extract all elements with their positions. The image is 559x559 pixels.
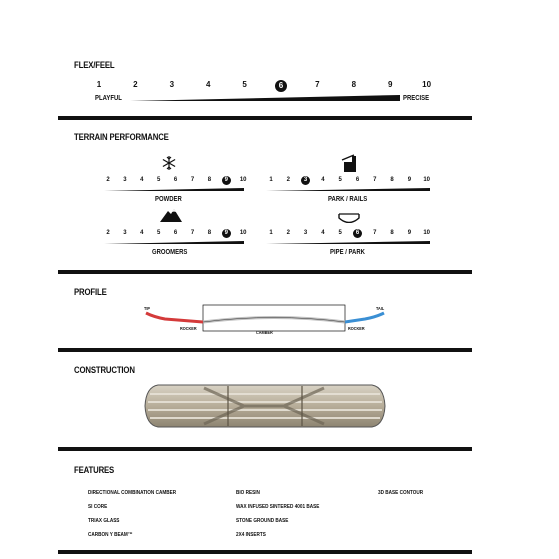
profile-title: PROFILE bbox=[74, 287, 107, 298]
scale-value: 7 bbox=[315, 80, 320, 89]
flex-wedge bbox=[130, 92, 402, 102]
scale-value: 7 bbox=[190, 230, 195, 236]
scale-selected-value: 6 bbox=[353, 229, 362, 238]
pipe-park-wedge bbox=[266, 239, 432, 245]
scale-value: 5 bbox=[242, 80, 247, 89]
pipe-park-label: PIPE / PARK bbox=[330, 249, 365, 256]
groomers-label: GROOMERS bbox=[152, 249, 188, 256]
scale-value: 7 bbox=[373, 177, 377, 183]
scale-value: 5 bbox=[338, 230, 342, 236]
scale-value: 10 bbox=[239, 230, 247, 236]
divider bbox=[58, 270, 472, 274]
scale-value: 4 bbox=[321, 230, 325, 236]
scale-value: 2 bbox=[106, 230, 110, 236]
scale-value: 9 bbox=[407, 230, 412, 236]
feature-item: CARBON Y BEAM™ bbox=[88, 532, 133, 538]
profile-rocker-right-label: ROCKER bbox=[348, 326, 365, 331]
scale-value: 1 bbox=[96, 80, 102, 89]
scale-value: 3 bbox=[169, 80, 175, 89]
scale-value: 10 bbox=[423, 230, 431, 236]
divider bbox=[58, 550, 472, 554]
divider bbox=[58, 116, 472, 120]
scale-selected-value: 9 bbox=[222, 229, 231, 238]
scale-value: 4 bbox=[321, 177, 325, 183]
scale-value: 2 bbox=[133, 80, 138, 89]
profile-tip-label: TIP bbox=[144, 306, 150, 311]
feature-item: 3D BASE CONTOUR bbox=[378, 490, 424, 496]
scale-value: 3 bbox=[303, 230, 308, 236]
divider bbox=[58, 447, 472, 451]
scale-value: 3 bbox=[123, 230, 127, 236]
scale-value: 5 bbox=[157, 230, 161, 236]
flex-left-label: PLAYFUL bbox=[95, 95, 122, 102]
halfpipe-icon bbox=[338, 213, 360, 223]
feature-item: DIRECTIONAL COMBINATION CAMBER bbox=[88, 490, 177, 496]
scale-value: 2 bbox=[286, 177, 290, 183]
scale-value: 2 bbox=[286, 230, 290, 236]
snowboard-core-image bbox=[144, 382, 386, 430]
scale-value: 5 bbox=[157, 177, 161, 183]
snowflake-icon bbox=[161, 155, 177, 171]
scale-value: 6 bbox=[173, 177, 178, 183]
scale-value: 4 bbox=[140, 177, 144, 183]
scale-selected-value: 6 bbox=[275, 80, 287, 92]
profile-rocker-left-label: ROCKER bbox=[180, 326, 197, 331]
feature-item: STONE GROUND BASE bbox=[236, 518, 289, 524]
rail-icon bbox=[340, 154, 360, 172]
park-rails-wedge bbox=[266, 186, 432, 192]
scale-value: 7 bbox=[373, 230, 377, 236]
scale-value: 10 bbox=[239, 177, 247, 183]
construction-title: CONSTRUCTION bbox=[74, 365, 135, 376]
scale-value: 2 bbox=[106, 177, 110, 183]
flex-title: FLEX/FEEL bbox=[74, 60, 115, 71]
profile-tail-label: TAIL bbox=[376, 306, 385, 311]
scale-value: 1 bbox=[269, 230, 273, 236]
scale-value: 8 bbox=[207, 177, 212, 183]
profile-camber-label: CAMBER bbox=[256, 330, 273, 335]
scale-value: 8 bbox=[351, 80, 357, 89]
scale-value: 7 bbox=[190, 177, 195, 183]
scale-value: 5 bbox=[338, 177, 342, 183]
scale-value: 6 bbox=[173, 230, 178, 236]
flex-right-label: PRECISE bbox=[403, 95, 430, 102]
terrain-title: TERRAIN PERFORMANCE bbox=[74, 132, 169, 143]
scale-value: 8 bbox=[207, 230, 212, 236]
scale-value: 10 bbox=[423, 177, 431, 183]
feature-item: SI CORE bbox=[88, 504, 108, 510]
scale-selected-value: 9 bbox=[222, 176, 231, 185]
scale-value: 8 bbox=[390, 230, 394, 236]
scale-value: 9 bbox=[407, 177, 412, 183]
scale-selected-value: 3 bbox=[301, 176, 310, 185]
features-title: FEATURES bbox=[74, 465, 115, 476]
scale-value: 4 bbox=[140, 230, 144, 236]
park-rails-label: PARK / RAILS bbox=[328, 196, 368, 203]
scale-value: 9 bbox=[387, 80, 393, 89]
scale-value: 10 bbox=[422, 80, 432, 89]
scale-value: 1 bbox=[269, 177, 273, 183]
feature-item: BIO RESIN bbox=[236, 490, 260, 496]
mountain-icon bbox=[160, 208, 182, 222]
scale-value: 3 bbox=[123, 177, 127, 183]
scale-value: 4 bbox=[205, 80, 211, 89]
scale-value: 8 bbox=[390, 177, 394, 183]
feature-item: WAX INFUSED SINTERED 4001 BASE bbox=[236, 504, 320, 510]
divider bbox=[58, 348, 472, 352]
feature-item: TRIAX GLASS bbox=[88, 518, 120, 524]
scale-value: 6 bbox=[355, 177, 360, 183]
feature-item: 2X4 INSERTS bbox=[236, 532, 266, 538]
powder-label: POWDER bbox=[155, 196, 182, 203]
